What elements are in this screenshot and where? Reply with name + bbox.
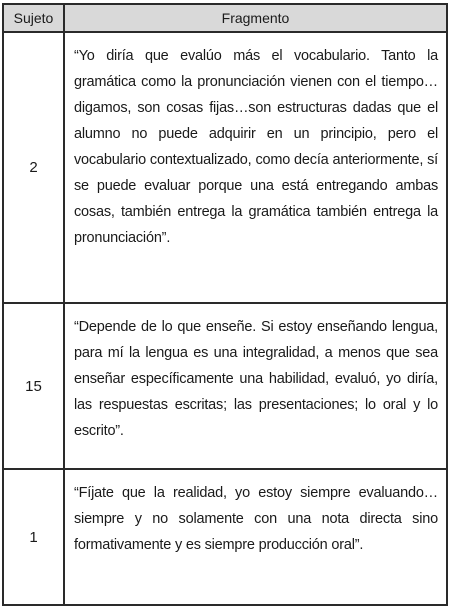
subject-cell: 15: [3, 303, 64, 469]
fragment-cell: [64, 469, 447, 605]
fragment-cell: [64, 32, 447, 303]
fragment-cell: [64, 303, 447, 469]
table-row: [3, 32, 447, 303]
fragment-text: “Fíjate que la realidad, yo estoy siempre evaluando… siempre y no solamente con una nota directa sino formativamente y es siempre producción oral”.: [74, 485, 438, 553]
table-header-row: [3, 4, 447, 32]
column-header-subject: Sujeto: [3, 4, 64, 32]
subject-cell: 2: [3, 32, 64, 303]
table-row: [3, 303, 447, 469]
fragment-text: “Yo diría que evalúo más el vocabulario. Tanto la gramática como la pronunciación vienen con el tiempo…digamos, son cosas fijas…son estructuras dadas que el alumno no puede adquirir en un principio, pero el vocabulario contextualizado, como decía anteriormente, sí se puede evaluar porque una está entregando ambas cosas, también entrega la gramática también entrega la pronunciación”.: [74, 48, 438, 246]
table-row: [3, 469, 447, 605]
subject-cell: 1: [3, 469, 64, 605]
fragment-text: “Depende de lo que enseñe. Si estoy enseñando lengua, para mí la lengua es una integralidad, a menos que sea enseñar específicamente una habilidad, evaluó, yo diría, las respuestas escritas; las presentaciones; lo oral y lo escrito”.: [74, 319, 438, 439]
fragments-table: [2, 3, 448, 606]
column-header-fragment: Fragmento: [64, 4, 447, 32]
